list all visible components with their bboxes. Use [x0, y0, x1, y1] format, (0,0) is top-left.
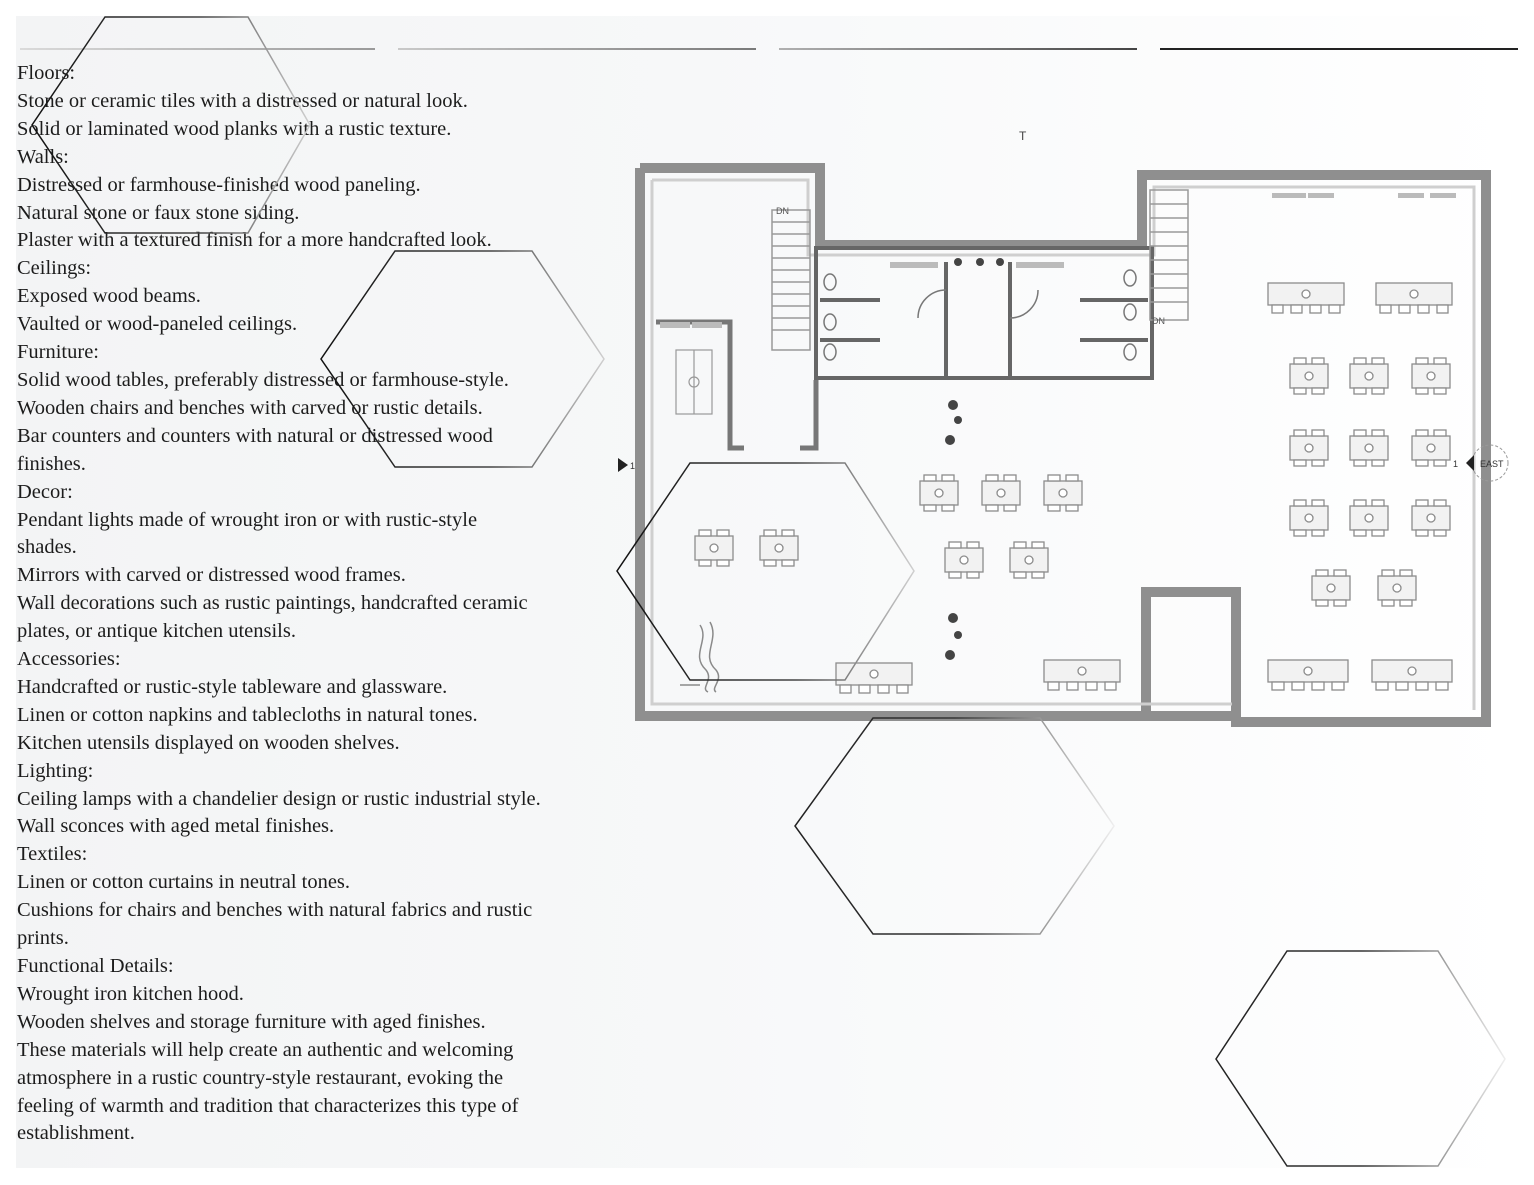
chair [1312, 430, 1324, 436]
north-mark: T [1019, 129, 1027, 143]
heading-accessories: Accessories: [17, 648, 121, 671]
table-center [1365, 514, 1373, 522]
table-center [997, 489, 1005, 497]
chair [1004, 475, 1016, 481]
table-center [1302, 290, 1310, 298]
table-center [1305, 372, 1313, 380]
floor-plan [600, 120, 1510, 740]
text-line: finishes. [17, 452, 86, 475]
chair [1312, 530, 1324, 536]
table-center [1305, 444, 1313, 452]
text-line: prints. [17, 927, 69, 950]
chair [1292, 682, 1304, 690]
chair [1416, 530, 1428, 536]
table-center [870, 670, 878, 678]
heading-furniture: Furniture: [17, 341, 99, 364]
east-grid-number: 1 [1453, 459, 1459, 469]
chair [859, 685, 870, 693]
chair [1272, 305, 1283, 313]
text-line: shades. [17, 536, 77, 559]
heading-walls: Walls: [17, 145, 69, 168]
text-line: Wooden shelves and storage furniture with aged finishes. [17, 1010, 486, 1033]
chair [924, 475, 936, 481]
chair [986, 505, 998, 511]
heading-lighting: Lighting: [17, 759, 94, 782]
chair [1086, 682, 1097, 690]
chair [1354, 388, 1366, 394]
chair [1396, 682, 1408, 690]
chair [949, 572, 961, 578]
header-rule-4 [1160, 48, 1518, 50]
chair [1434, 430, 1446, 436]
closing-line: atmosphere in a rustic country-style restaurant, evoking the [17, 1066, 504, 1089]
text-line: Handcrafted or rustic-style tableware and glassware. [17, 675, 448, 698]
table-center [1327, 584, 1335, 592]
chair [1294, 460, 1306, 466]
chair [1376, 682, 1388, 690]
heading-floors: Floors: [17, 62, 76, 84]
chair [1418, 305, 1429, 313]
chair [1416, 358, 1428, 364]
chair [782, 530, 794, 536]
chair [1291, 305, 1302, 313]
table-center [775, 544, 783, 552]
text-line: Exposed wood beams. [17, 285, 201, 308]
chair [1372, 530, 1384, 536]
heading-functional-details: Functional Details: [17, 955, 174, 977]
chair [1434, 500, 1446, 506]
chair [1400, 570, 1412, 576]
chair [1399, 305, 1410, 313]
chair [1316, 570, 1328, 576]
chair [1004, 505, 1016, 511]
chair [1400, 600, 1412, 606]
chair [1066, 505, 1078, 511]
chair [1014, 572, 1026, 578]
chair [1416, 500, 1428, 506]
chair [1332, 682, 1344, 690]
chair [1382, 600, 1394, 606]
text-line: Linen or cotton napkins and tablecloths in natural tones. [17, 703, 478, 726]
chair [1294, 530, 1306, 536]
header-rule-1 [20, 48, 375, 50]
chair [1067, 682, 1078, 690]
east-entrance-marker [1453, 445, 1508, 481]
table-center [1059, 489, 1067, 497]
chair [1312, 358, 1324, 364]
chair [764, 530, 776, 536]
table-center [1410, 290, 1418, 298]
table-center [1305, 514, 1313, 522]
chair [1032, 542, 1044, 548]
chair [1434, 460, 1446, 466]
chair [942, 475, 954, 481]
closing-line: feeling of warmth and tradition that characterizes this type of [17, 1094, 519, 1117]
chair [1312, 500, 1324, 506]
chair [1372, 388, 1384, 394]
chair [878, 685, 889, 693]
sconce-lines [680, 622, 719, 692]
chair [1294, 500, 1306, 506]
table-center [1393, 584, 1401, 592]
chair [1312, 388, 1324, 394]
text-line: Natural stone or faux stone siding. [17, 201, 300, 224]
stair-label-left: DN [776, 206, 789, 216]
text-line: Wall sconces with aged metal finishes. [17, 815, 335, 838]
table-center [1078, 667, 1086, 675]
text-line: Vaulted or wood-paneled ceilings. [17, 313, 298, 336]
text-line: Solid or laminated wood planks with a rustic texture. [17, 117, 452, 140]
chair [1032, 572, 1044, 578]
chair [1434, 530, 1446, 536]
chair [1312, 682, 1324, 690]
bar-plants [945, 258, 1004, 660]
text-line: Wrought iron kitchen hood. [17, 982, 244, 1005]
chair [967, 572, 979, 578]
table-center [1304, 667, 1312, 675]
text-line: Wall decorations such as rustic paintings, handcrafted ceramic [17, 592, 528, 615]
chair [1354, 500, 1366, 506]
text-line: Pendant lights made of wrought iron or with rustic-style [17, 508, 478, 531]
text-line: Plaster with a textured finish for a more handcrafted look. [17, 229, 492, 252]
chair [699, 560, 711, 566]
chair [1014, 542, 1026, 548]
heading-textiles: Textiles: [17, 843, 88, 866]
restroom-fixtures [824, 270, 1136, 360]
chair [1380, 305, 1391, 313]
heading-decor: Decor: [17, 480, 73, 503]
chair [717, 530, 729, 536]
chair [1354, 460, 1366, 466]
chair [1048, 682, 1059, 690]
table-center [1427, 372, 1435, 380]
text-line: Mirrors with carved or distressed wood frames. [17, 564, 406, 587]
chair [1372, 460, 1384, 466]
chair [1434, 388, 1446, 394]
text-line: Kitchen utensils displayed on wooden shelves. [17, 731, 400, 754]
chair [1048, 475, 1060, 481]
left-stair [772, 210, 810, 350]
chair [1272, 682, 1284, 690]
text-line: Cushions for chairs and benches with natural fabrics and rustic [17, 899, 533, 922]
table-center [960, 556, 968, 564]
kitchen-table [676, 350, 712, 414]
stair-label-right: DN [1152, 316, 1165, 326]
chair [1434, 358, 1446, 364]
chair [1416, 388, 1428, 394]
chair [782, 560, 794, 566]
chair [1354, 430, 1366, 436]
dining-tables [695, 283, 1452, 693]
chair [1436, 682, 1448, 690]
materials-text [17, 60, 617, 1148]
chair [942, 505, 954, 511]
chair [1294, 430, 1306, 436]
table-center [1408, 667, 1416, 675]
text-line: Wooden chairs and benches with carved or rustic details. [17, 396, 483, 419]
chair [1354, 358, 1366, 364]
chair [764, 560, 776, 566]
chair [1334, 600, 1346, 606]
chair [1048, 505, 1060, 511]
header-rule-2 [398, 48, 756, 50]
west-entrance-marker [618, 458, 635, 472]
table-center [1365, 444, 1373, 452]
restrooms [816, 248, 1152, 378]
chair [967, 542, 979, 548]
table-center [1365, 372, 1373, 380]
chair [1312, 460, 1324, 466]
table-center [935, 489, 943, 497]
east-label: EAST [1480, 459, 1504, 469]
chair [1437, 305, 1448, 313]
chair [1416, 460, 1428, 466]
chair [717, 560, 729, 566]
table-center [1427, 444, 1435, 452]
chair [1105, 682, 1116, 690]
chair [840, 685, 851, 693]
chair [1294, 358, 1306, 364]
chair [1334, 570, 1346, 576]
header-rule-3 [779, 48, 1137, 50]
chair [897, 685, 908, 693]
text-line: Linen or cotton curtains in neutral tones. [17, 871, 351, 894]
closing-line: These materials will help create an authentic and welcoming [17, 1038, 514, 1061]
chair [1372, 430, 1384, 436]
chair [1354, 530, 1366, 536]
text-line: Solid wood tables, preferably distressed or farmhouse-style. [17, 368, 509, 391]
text-line: plates, or antique kitchen utensils. [17, 620, 296, 643]
table-center [710, 544, 718, 552]
chair [924, 505, 936, 511]
chair [1294, 388, 1306, 394]
text-line: Ceiling lamps with a chandelier design or rustic industrial style. [17, 787, 541, 810]
chair [699, 530, 711, 536]
right-stair [1150, 190, 1188, 320]
chair [949, 542, 961, 548]
text-line: Distressed or farmhouse-finished wood paneling. [17, 173, 421, 196]
chair [1382, 570, 1394, 576]
chair [1372, 500, 1384, 506]
text-line: Bar counters and counters with natural or distressed wood [17, 424, 493, 447]
chair [1310, 305, 1321, 313]
table-center [1427, 514, 1435, 522]
chair [1416, 430, 1428, 436]
chair [1066, 475, 1078, 481]
heading-ceilings: Ceilings: [17, 257, 92, 280]
chair [986, 475, 998, 481]
chair [1316, 600, 1328, 606]
text-line: Stone or ceramic tiles with a distressed or natural look. [17, 89, 468, 112]
table-center [1025, 556, 1033, 564]
chair [1416, 682, 1428, 690]
chair [1372, 358, 1384, 364]
chair [1329, 305, 1340, 313]
closing-line: establishment. [17, 1122, 135, 1145]
kitchen-room [656, 322, 816, 448]
west-grid-number: 1 [630, 461, 636, 471]
